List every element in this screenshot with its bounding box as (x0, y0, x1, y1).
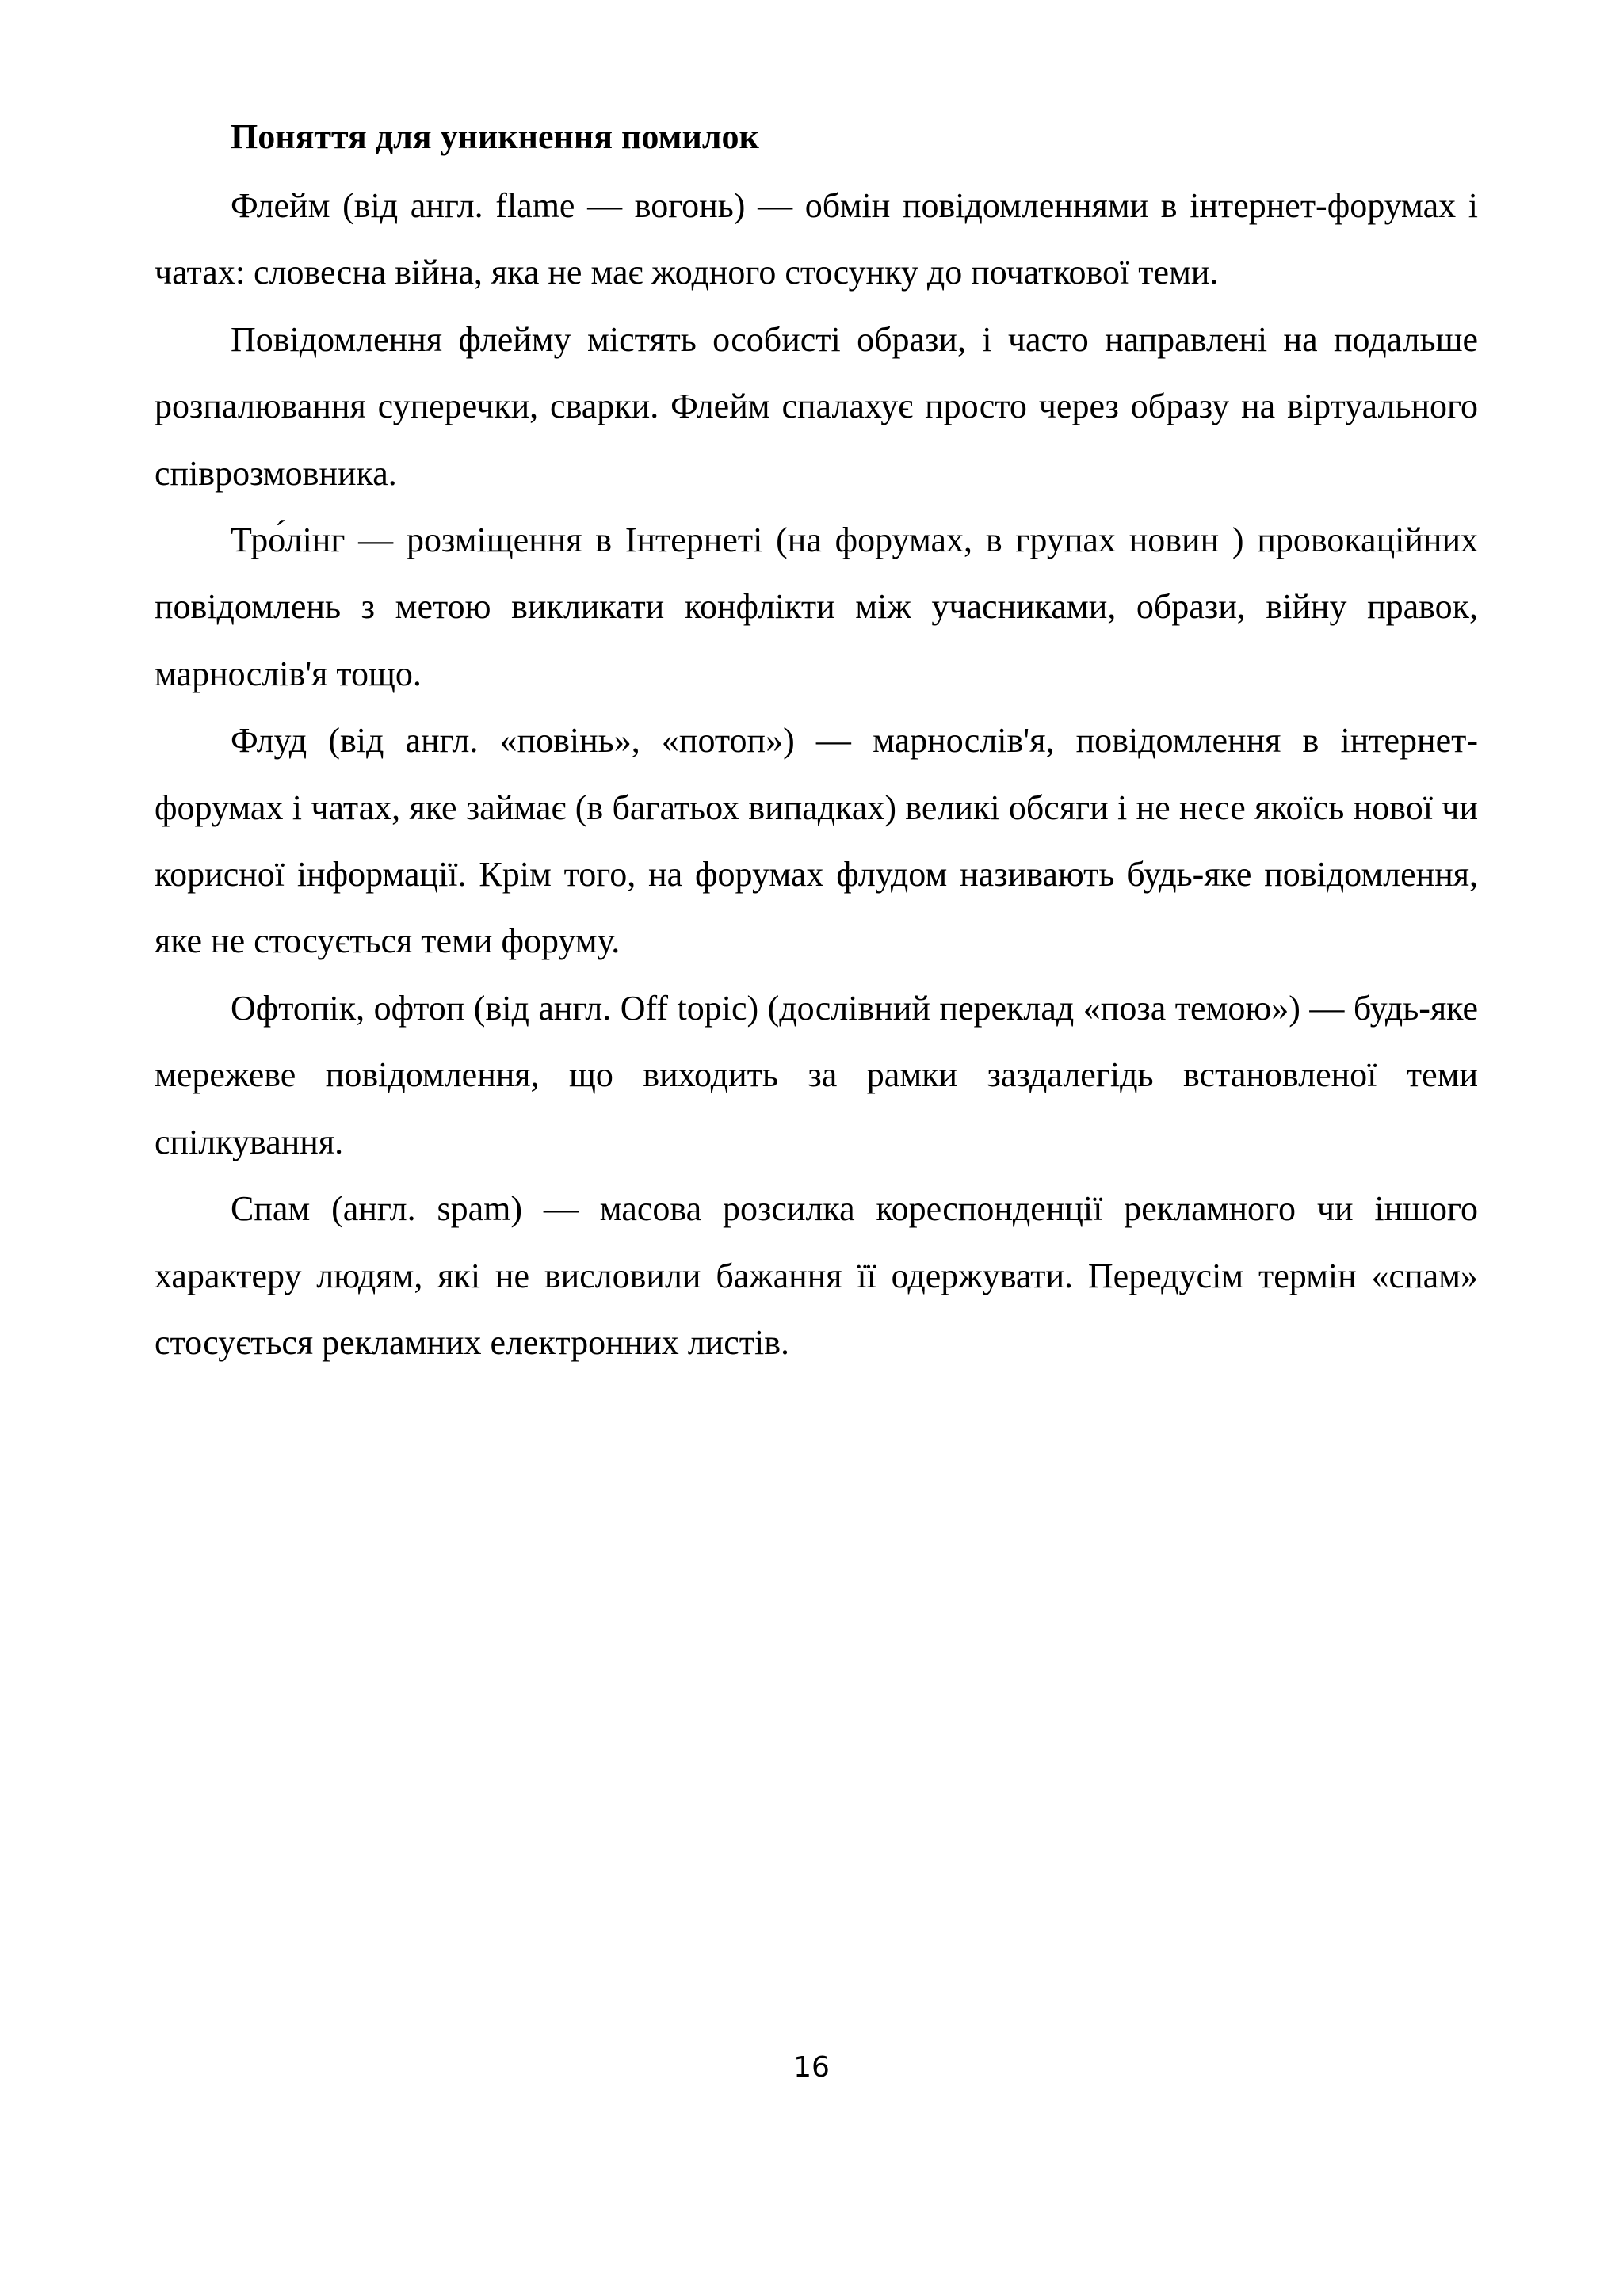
paragraph-flood: Флуд (від англ. «повінь», «потоп») — марнослів'я, повідомлення в інтернет-форумах і чатах, яке займає (в багатьох випадках) великі обсяги і не несе якоїсь нової чи корисної інформації. Крім того, на форумах флудом називають будь-яке повідомлення, яке не стосується теми форуму. (155, 721, 1478, 961)
page-content (155, 113, 1478, 1376)
paragraph-spam: Спам (англ. spam) — масова розсилка кореспонденції рекламного чи іншого характеру людям, які не висловили бажання її одержувати. Передусім термін «спам» стосується рекламних електронних листів. (155, 1189, 1478, 1362)
paragraph-offtopic: Офтопік, офтоп (від англ. Off topic) (дослівний переклад «поза темою») — будь-яке мережеве повідомлення, що виходить за рамки заздалегідь встановленої теми спілкування. (155, 988, 1478, 1161)
paragraph-flame: Флейм (від англ. flame — вогонь) — обмін повідомленнями в інтернет-форумах і чатах: словесна війна, яка не має жодного стосунку до початкової теми. (155, 186, 1478, 292)
section-heading: Поняття для уникнення помилок (231, 117, 759, 156)
paragraph-flame-details: Повідомлення флейму містять особисті образи, і часто направлені на подальше розпалювання суперечки, сварки. Флейм спалахує просто через образу на віртуального співрозмовника. (155, 319, 1478, 493)
paragraph-trolling: Тро́лінг — розміщення в Інтернеті (на форумах, в групах новин ) провокаційних повідомлень з метою викликати конфлікти між учасниками, образи, війну правок, марнослів'я тощо. (155, 521, 1478, 693)
page-number: 16 (793, 2051, 830, 2084)
